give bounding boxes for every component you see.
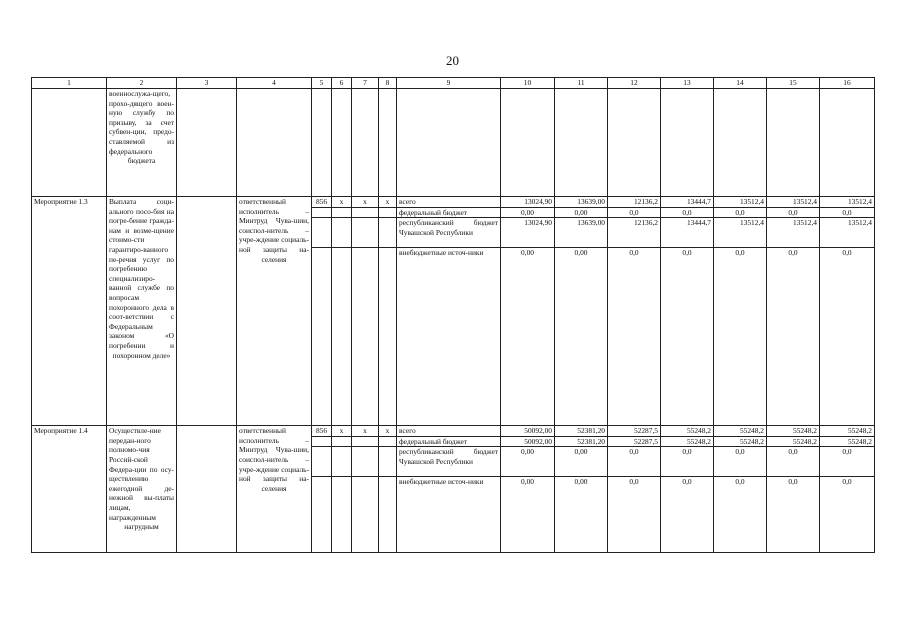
col-header-12: 12 bbox=[608, 78, 661, 89]
event-x1: x bbox=[332, 197, 352, 208]
col-header-2: 2 bbox=[107, 78, 177, 89]
value-cell: 0,00 bbox=[555, 207, 608, 218]
header-row bbox=[32, 78, 875, 89]
event-x3: x bbox=[379, 197, 397, 208]
value-cell: 12136,2 bbox=[608, 218, 661, 248]
funding-source: республиканский бюджет Чувашской Республики bbox=[397, 447, 501, 477]
value-cell: 0,00 bbox=[501, 447, 555, 477]
value-cell: 13639,00 bbox=[555, 218, 608, 248]
value-cell: 13444,7 bbox=[661, 218, 714, 248]
table-row bbox=[32, 197, 875, 208]
value-cell: 0,0 bbox=[767, 447, 820, 477]
value-cell: 13444,7 bbox=[661, 197, 714, 208]
value-cell: 0,0 bbox=[714, 248, 767, 426]
value-cell: 0,0 bbox=[767, 207, 820, 218]
value-cell: 0,0 bbox=[661, 207, 714, 218]
value-cell: 0,0 bbox=[661, 248, 714, 426]
col-header-16: 16 bbox=[820, 78, 875, 89]
value-cell: 50092,00 bbox=[501, 436, 555, 447]
event-name: Мероприятие 1.3 bbox=[32, 197, 107, 426]
value-cell: 13512,4 bbox=[767, 218, 820, 248]
table-row bbox=[32, 426, 875, 437]
value-cell: 50092,00 bbox=[501, 426, 555, 437]
col-header-3: 3 bbox=[177, 78, 237, 89]
funding-source: всего bbox=[397, 426, 501, 437]
value-cell: 13512,4 bbox=[820, 197, 875, 208]
funding-source: всего bbox=[397, 197, 501, 208]
value-cell: 0,0 bbox=[820, 447, 875, 477]
col-header-1: 1 bbox=[32, 78, 107, 89]
value-cell: 0,00 bbox=[501, 248, 555, 426]
funding-source: внебюджетные источ-ники bbox=[397, 477, 501, 553]
value-cell: 13512,4 bbox=[714, 197, 767, 208]
value-cell: 0,0 bbox=[767, 248, 820, 426]
value-cell: 0,0 bbox=[714, 207, 767, 218]
value-cell: 12136,2 bbox=[608, 197, 661, 208]
value-cell: 0,0 bbox=[661, 477, 714, 553]
value-cell: 0,0 bbox=[820, 477, 875, 553]
value-cell: 0,0 bbox=[714, 447, 767, 477]
event-x3: x bbox=[379, 426, 397, 437]
value-cell: 0,0 bbox=[714, 477, 767, 553]
value-cell: 0,0 bbox=[767, 477, 820, 553]
funding-source: республиканский бюджет Чувашской Республики bbox=[397, 218, 501, 248]
value-cell: 55248,2 bbox=[767, 426, 820, 437]
event-x2: x bbox=[352, 197, 379, 208]
col-header-7: 7 bbox=[352, 78, 379, 89]
value-cell: 13512,4 bbox=[714, 218, 767, 248]
value-cell: 0,00 bbox=[501, 207, 555, 218]
col-header-9: 9 bbox=[397, 78, 501, 89]
value-cell: 52381,20 bbox=[555, 426, 608, 437]
value-cell: 13024,90 bbox=[501, 197, 555, 208]
value-cell: 0,0 bbox=[608, 477, 661, 553]
col-header-15: 15 bbox=[767, 78, 820, 89]
col-header-4: 4 bbox=[237, 78, 312, 89]
col-header-10: 10 bbox=[501, 78, 555, 89]
event-code: 856 bbox=[312, 197, 332, 208]
value-cell: 13512,4 bbox=[767, 197, 820, 208]
value-cell: 0,0 bbox=[608, 207, 661, 218]
col-header-8: 8 bbox=[379, 78, 397, 89]
continuation-text: военнослужа-щего, прохо-дящего воен-ную службу по призыву, за счет субвен-ции, предо-ставляемой из федерального бюджета bbox=[107, 89, 177, 197]
value-cell: 0,00 bbox=[555, 447, 608, 477]
event-code: 856 bbox=[312, 426, 332, 437]
funding-source: федеральный бюджет bbox=[397, 436, 501, 447]
value-cell: 0,0 bbox=[608, 447, 661, 477]
value-cell: 52287,5 bbox=[608, 436, 661, 447]
value-cell: 55248,2 bbox=[820, 426, 875, 437]
value-cell: 0,0 bbox=[608, 248, 661, 426]
value-cell: 55248,2 bbox=[661, 426, 714, 437]
event-x1: x bbox=[332, 426, 352, 437]
value-cell: 52381,20 bbox=[555, 436, 608, 447]
value-cell: 55248,2 bbox=[661, 436, 714, 447]
value-cell: 0,0 bbox=[820, 248, 875, 426]
value-cell: 0,0 bbox=[820, 207, 875, 218]
value-cell: 52287,5 bbox=[608, 426, 661, 437]
value-cell: 0,00 bbox=[501, 477, 555, 553]
continuation-row bbox=[32, 89, 875, 197]
event-description: Осуществле-ние передан-ного полномо-чия Россий-ской Федера-ции по осу-ществлению ежегодной де-нежной вы-платы лицам, награжденным нагрудным bbox=[107, 426, 177, 553]
event-x2: x bbox=[352, 426, 379, 437]
col-header-5: 5 bbox=[312, 78, 332, 89]
value-cell: 55248,2 bbox=[714, 436, 767, 447]
page-number: 20 bbox=[446, 53, 459, 68]
value-cell: 55248,2 bbox=[767, 436, 820, 447]
col-header-13: 13 bbox=[661, 78, 714, 89]
value-cell: 0,00 bbox=[555, 248, 608, 426]
value-cell: 13024,90 bbox=[501, 218, 555, 248]
event-responsible: ответственный исполнитель – Минтруд Чува-шии, соиспол-нитель – учре-ждение социаль-ной защиты на-селения bbox=[237, 197, 312, 426]
col-header-6: 6 bbox=[332, 78, 352, 89]
budget-table bbox=[31, 77, 875, 553]
value-cell: 55248,2 bbox=[714, 426, 767, 437]
value-cell: 0,00 bbox=[555, 477, 608, 553]
event-name: Мероприятие 1.4 bbox=[32, 426, 107, 553]
event-description: Выплата соци-ального посо-бия на погре-бение гражда-нам и возме-щение стоимо-сти гарантиро-ванного пе-речня услуг по погребению специализиро-ванной службе по вопросам похоронного дела в соот-ветствии с Федеральным законом «О погребении и похоронном деле» bbox=[107, 197, 177, 426]
funding-source: федеральный бюджет bbox=[397, 207, 501, 218]
col-header-14: 14 bbox=[714, 78, 767, 89]
event-responsible: ответственный исполнитель – Минтруд Чува-шии, соиспол-нитель – учре-ждение социаль-ной защиты на-селения bbox=[237, 426, 312, 553]
value-cell: 55248,2 bbox=[820, 436, 875, 447]
funding-source: внебюджетные источ-ники bbox=[397, 248, 501, 426]
value-cell: 13512,4 bbox=[820, 218, 875, 248]
value-cell: 0,0 bbox=[661, 447, 714, 477]
value-cell: 13639,00 bbox=[555, 197, 608, 208]
col-header-11: 11 bbox=[555, 78, 608, 89]
